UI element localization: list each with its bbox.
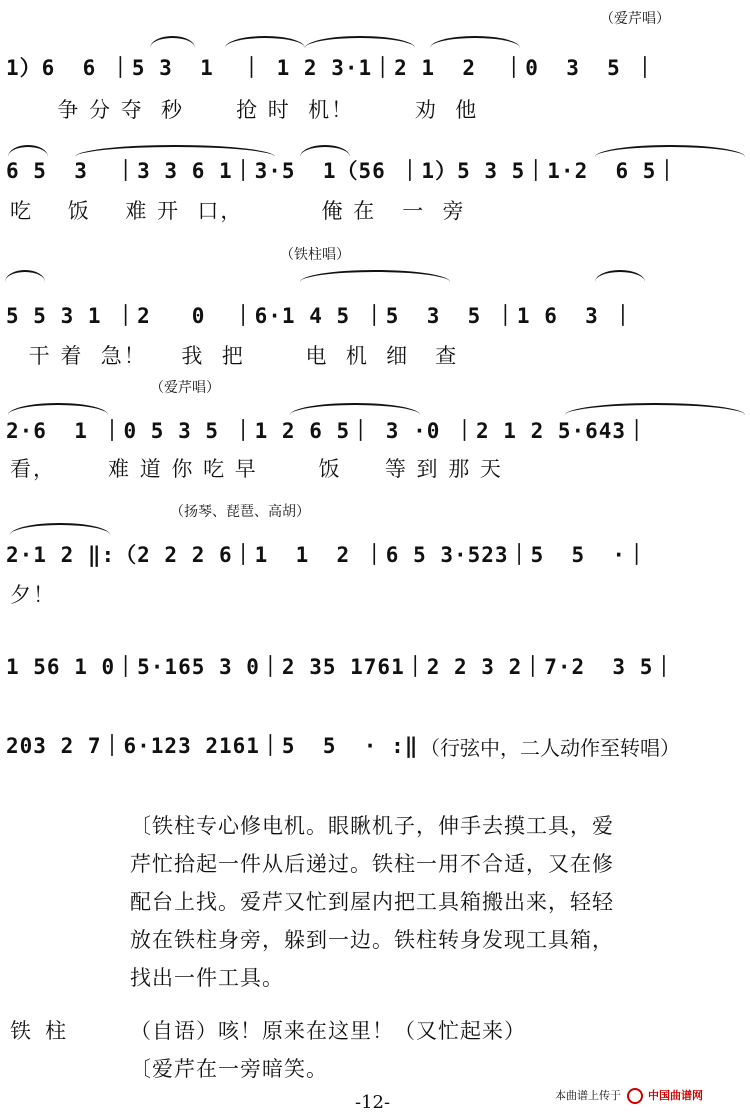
score-system-7 — [0, 730, 750, 780]
slur — [8, 403, 108, 415]
singer-label: （扬琴、琵琶、高胡） — [170, 504, 310, 520]
dialogue-text: （自语）咳！原来在这里！（又忙起来） — [130, 1019, 526, 1043]
lyric-row: 争 分 夺 秒 抢 时 机！ 劝 他 — [40, 98, 479, 122]
lyric-row: 夕！ — [10, 583, 56, 607]
speaker-name: 铁柱 — [10, 1019, 80, 1043]
notation-row: 5 5 3 1 ｜2 0 ｜6·1 4 5 ｜5 3 5 ｜1 6 3 ｜ — [6, 304, 635, 328]
notation-row: 203 2 7｜6·123 2161｜5 5 · :‖ — [6, 734, 419, 758]
stage-direction-line: 〔铁柱专心修电机。眼瞅机子，伸手去摸工具，爱 — [130, 814, 614, 838]
slur — [565, 403, 745, 415]
singer-label: （铁柱唱） — [280, 247, 350, 263]
slur — [595, 270, 645, 282]
credit-site: 中国曲谱网 — [648, 1089, 703, 1102]
final-stage-direction: 〔爱芹在一旁暗笑。 — [130, 1057, 328, 1081]
notation-row: 1）6 6 ｜5 3 1 ｜ 1 2 3·1｜2 1 2 ｜0 3 5 ｜ — [6, 56, 657, 80]
notation-row: 2·1 2 ‖:（2 2 2 6｜1 1 2 ｜6 5 3·523｜5 5 ·｜ — [6, 543, 649, 567]
slur — [300, 270, 450, 282]
slur — [225, 36, 305, 48]
singer-label: （爱芹唱） — [150, 380, 220, 396]
site-logo-icon — [627, 1088, 643, 1104]
score-system-4 — [0, 375, 750, 485]
page-number: -12- — [355, 1092, 391, 1113]
score-system-1 — [0, 8, 750, 122]
performance-direction: （行弦中，二人动作至转唱） — [420, 736, 680, 760]
stage-direction-line: 芹忙拾起一件从后递过。铁柱一用不合适，又在修 — [130, 852, 614, 876]
slur — [5, 270, 45, 282]
stage-direction-line: 配台上找。爱芹又忙到屋内把工具箱搬出来，轻轻 — [130, 890, 614, 914]
slur — [10, 523, 110, 535]
notation-row: 2·6 1 ｜0 5 3 5 ｜1 2 6 5｜ 3 ·0 ｜2 1 2 5·643｜ — [6, 419, 649, 443]
score-system-2 — [0, 135, 750, 223]
score-system-5 — [0, 497, 750, 607]
lyric-row: 吃 饭 难 开 口， 俺 在 一 旁 — [10, 199, 466, 223]
score-system-6 — [0, 645, 750, 695]
slur — [150, 36, 195, 48]
notation-row: 1 56 1 0｜5·165 3 0｜2 35 1761｜2 2 3 2｜7·2 3 5｜ — [6, 655, 676, 679]
singer-label: （爱芹唱） — [600, 11, 670, 27]
slur — [430, 36, 520, 48]
score-system-3 — [0, 240, 750, 368]
stage-direction-line: 找出一件工具。 — [130, 966, 284, 990]
notation-row: 6 5 3 ｜3 3 6 1｜3·5 1（56 ｜1）5 3 5｜1·2 6 5｜ — [6, 159, 679, 183]
stage-direction-line: 放在铁柱身旁，躲到一边。铁柱转身发现工具箱， — [130, 928, 614, 952]
lyric-row: 看， 难 道 你 吃 早 饭 等 到 那 天 — [10, 457, 503, 481]
credit-prefix: 本曲谱上传于 — [555, 1089, 621, 1102]
slur — [305, 36, 415, 48]
upload-credit — [555, 1087, 703, 1104]
slur — [290, 403, 420, 415]
lyric-row: 干 着 急！ 我 把 电 机 细 查 — [20, 344, 459, 368]
